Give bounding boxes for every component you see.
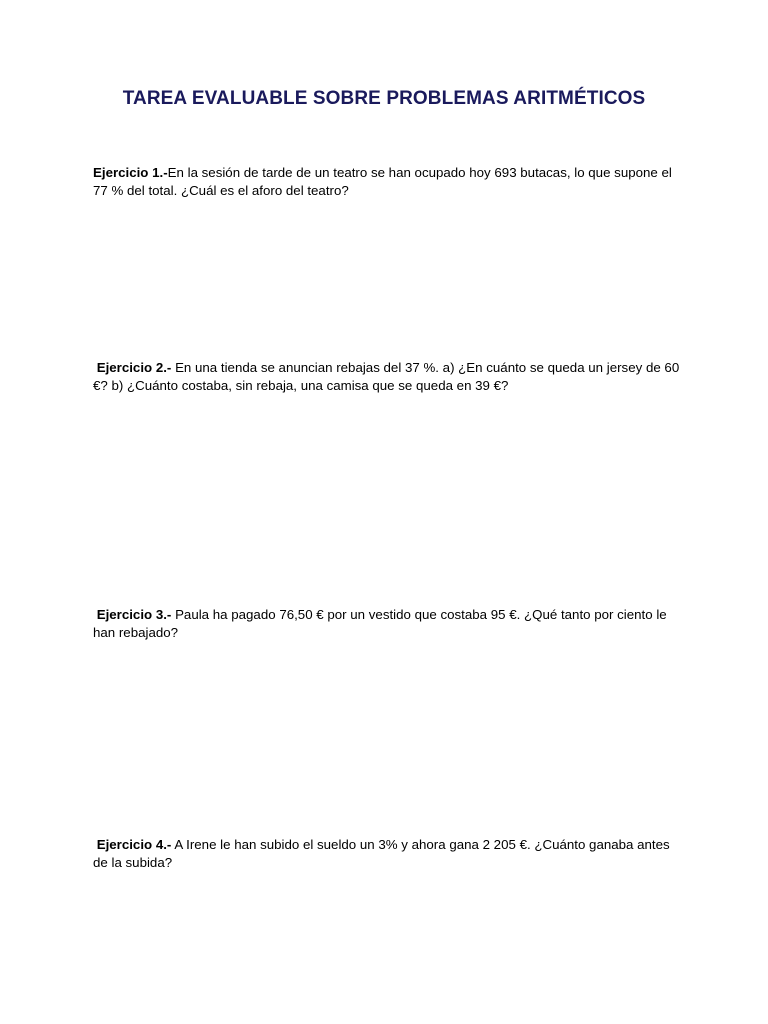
exercise-4 (93, 836, 683, 872)
exercise-3-label: Ejercicio 3.- (96, 607, 172, 622)
exercise-3 (93, 606, 683, 642)
exercise-4-text: A Irene le han subido el sueldo un 3% y ahora gana 2 205 €. ¿Cuánto ganaba antes de la subida? (93, 837, 670, 870)
exercise-1-text: En la sesión de tarde de un teatro se han ocupado hoy 693 butacas, lo que supone el 77 % del total. ¿Cuál es el aforo del teatro? (93, 165, 672, 198)
exercise-1 (93, 164, 683, 200)
exercise-4-label: Ejercicio 4.- (96, 837, 172, 852)
exercise-1-label: Ejercicio 1.- (93, 165, 168, 180)
exercise-2-label: Ejercicio 2.- (96, 360, 172, 375)
exercise-2 (93, 359, 683, 395)
page-title: TAREA EVALUABLE SOBRE PROBLEMAS ARITMÉTICOS (122, 88, 646, 109)
exercise-3-text: Paula ha pagado 76,50 € por un vestido que costaba 95 €. ¿Qué tanto por ciento le han rebajado? (93, 607, 667, 640)
exercise-2-text: En una tienda se anuncian rebajas del 37 %. a) ¿En cuánto se queda un jersey de 60 €? b) ¿Cuánto costaba, sin rebaja, una camisa que se queda en 39 €? (93, 360, 680, 393)
